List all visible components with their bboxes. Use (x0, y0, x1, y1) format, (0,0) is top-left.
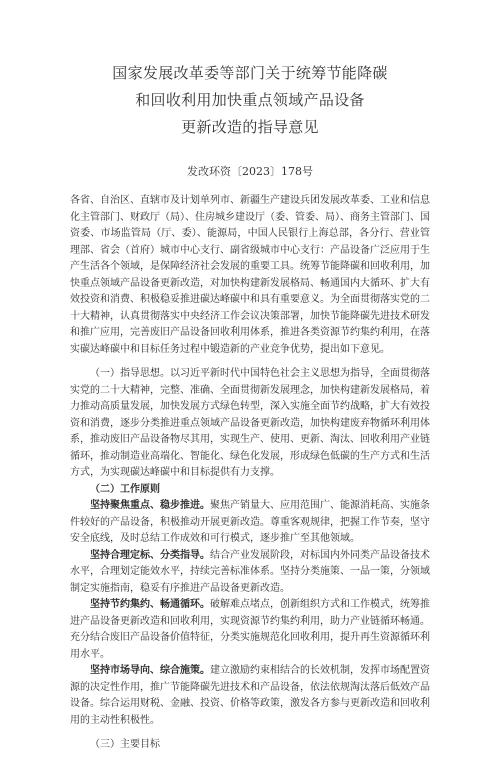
title-line-1: 国家发展改革委等部门关于统筹节能降碳 (112, 64, 388, 82)
principle-lead-4: 坚持市场导向、综合施策。 (90, 665, 210, 676)
title-line-3: 更新改造的指导意见 (181, 118, 319, 136)
principle-text-4: 建立激励约束相结合的长效机制，发挥市场配置资源的决定性作用，推广节能降碳先进技术和产品设备，依法依规淘汰落后低效产品设备。综合运用财税、金融、投资、价格等政策，激发各方参与更新改造和回收利用的主动性积极性。 (70, 665, 430, 726)
document-page (0, 60, 500, 767)
principle-paragraph-4 (70, 663, 430, 729)
principles-heading: （二）工作原则 (90, 483, 160, 495)
principle-text-2: 结合产业发展阶段，对标国内外同类产品设备技术水平，合理划定能效水平，持续完善标准体系。坚持分类施策、一品一策，分领域制定实施指南，稳妥有序推进产品设备更新改造。 (70, 549, 430, 594)
principle-paragraph-2 (70, 548, 430, 598)
principle-lead-1: 坚持聚焦重点、稳步推进。 (90, 500, 210, 511)
principle-text-1: 聚焦产销量大、应用范围广、能源消耗高、实施条件较好的产品设备，积极推动开展更新改造。尊重客观规律，把握工作节奏，坚守安全底线，及时总结工作成效和可行模式，逐步推广至其他领域。 (70, 500, 430, 544)
addressees-paragraph: 各省、自治区、直辖市及计划单列市、新疆生产建设兵团发展改革委、工业和信息化主管部门、财政厅（局）、住房城乡建设厅（委、管委、局）、商务主管部门、国资委、市场监管局（厅、委）、能源局，中国人民银行上海总部，各分行、营业管理部、省会（首府）城市中心支行、副省级城市中心支行：产品设备广泛应用于生产生活各个领域，是保障经济社会发展的重要工具。统筹节能降碳和回收利用，加快重点领域产品设备更新改造，对加快构建新发展格局、畅通国内大循环、扩大有效投资和消费、积极稳妥推进碳达峰碳中和具有重要意义。为全面贯彻落实党的二十大精神，认真贯彻落实中央经济工作会议决策部署，加快节能降碳先进技术研发和推广应用，完善废旧产品设备回收利用体系，推进各类资源节约集约利用，在落实碳达峰碳中和目标任务过程中锻造新的产业竞争优势，提出如下意见。 (70, 195, 430, 355)
document-number: 发改环资〔2023〕178号 (187, 165, 313, 178)
title-line-2: 和回收利用加快重点领域产品设备 (135, 91, 365, 109)
document-title (70, 60, 430, 141)
main-goals-heading: （三）主要目标 (90, 739, 160, 750)
principle-text-3: 破解难点堵点，创新组织方式和工作模式，统筹推进产品设备更新改造和回收利用，实现资源节约集约利用，助力产业链循环畅通。充分结合废旧产品设备价值特征，分类实施规范化回收利用，提升再生资源循环利用水平。 (70, 599, 430, 660)
principle-paragraph-3 (70, 597, 430, 663)
principle-lead-3: 坚持节约集约、畅通循环。 (90, 599, 210, 610)
principle-paragraph-1 (70, 498, 430, 548)
principle-lead-2: 坚持合理定标、分类指导。 (90, 549, 210, 561)
guiding-thought-paragraph: （一）指导思想。以习近平新时代中国特色社会主义思想为指导，全面贯彻落实党的二十大精神，完整、准确、全面贯彻新发展理念，加快构建新发展格局，着力推动高质量发展，加快发展方式绿色转型，深入实施全面节约战略，扩大有效投资和消费，逐步分类推进重点领域产品设备更新改造，加快构建废弃物循环利用体系，推动废旧产品设备物尽其用，实现生产、使用、更新、淘汰、回收利用产业链循环，推动制造业高端化、智能化、绿色化发展，形成绿色低碳的生产方式和生活方式，为实现碳达峰碳中和目标提供有力支撑。 (70, 368, 430, 478)
